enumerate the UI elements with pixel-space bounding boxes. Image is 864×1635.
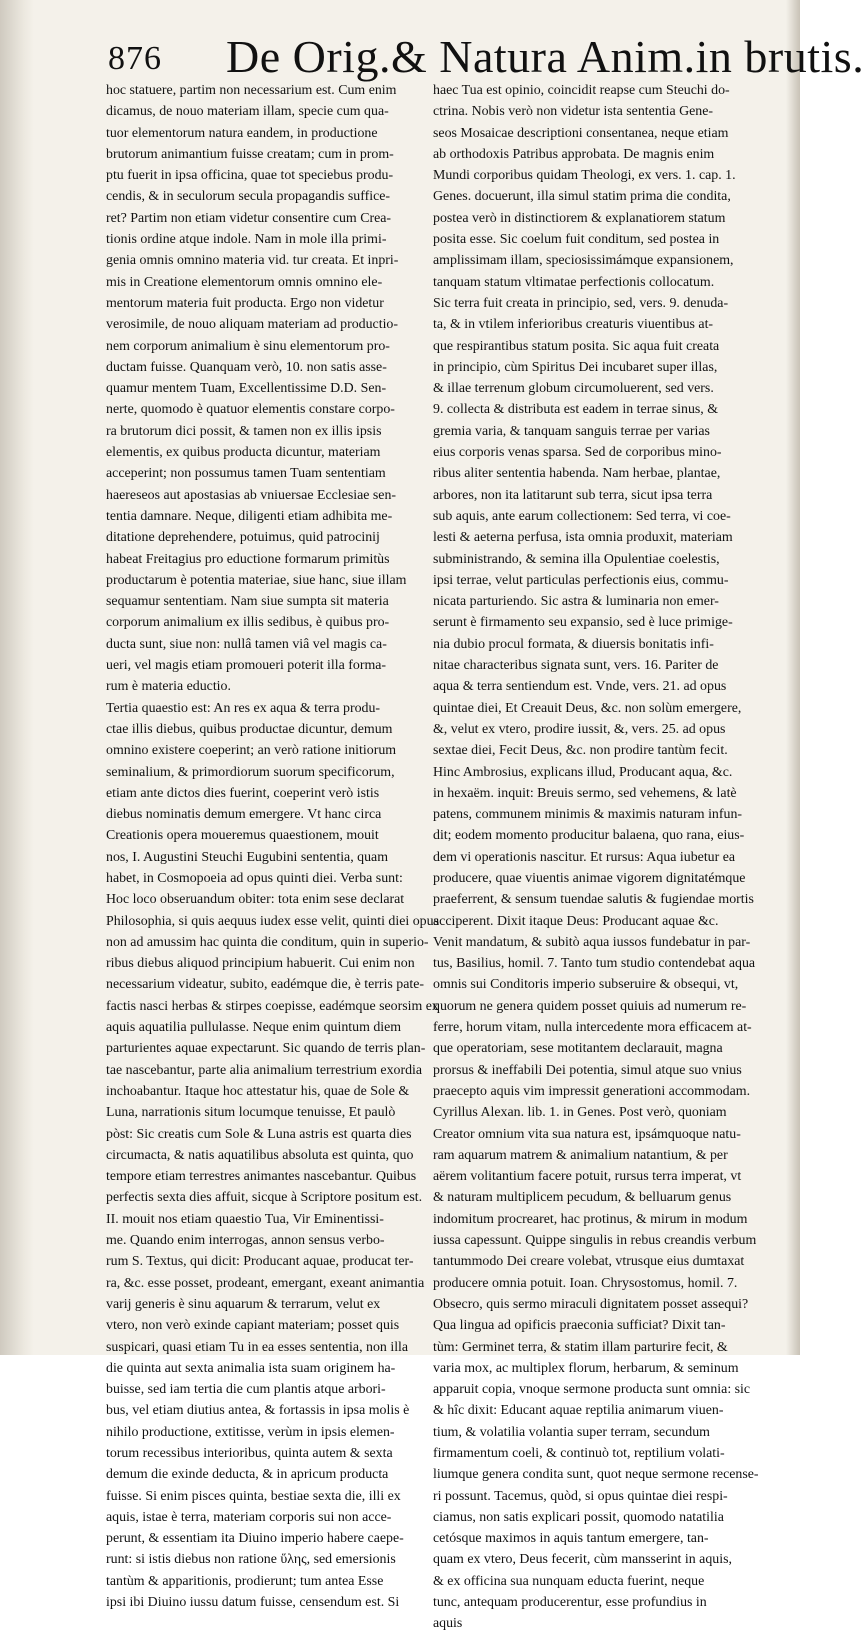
- text-line: omnino existere coeperint; an verò ratione initiorum: [106, 743, 397, 759]
- text-line: & ex officina sua nunquam educta fuerint, neque: [433, 1573, 705, 1589]
- text-line: non ad amussim hac quinta die conditum, quin in superio-: [106, 934, 429, 950]
- text-line: verosimile, de nouo aliquam materiam ad productio-: [106, 317, 399, 333]
- text-line: me. Quando enim interrogas, annon sensus verbo-: [106, 1233, 385, 1249]
- text-line: in hexaëm. inquit: Breuis sermo, sed vehemens, & latè: [433, 785, 737, 801]
- running-title: De Orig.& Natura Anim.in brutis.: [226, 31, 864, 82]
- right-text-column: [433, 80, 759, 1632]
- text-line: nihilo productione, extitisse, verùm in ipsis elemen-: [106, 1424, 395, 1440]
- text-line: diebus nominatis demum emergere. Vt hanc circa: [106, 807, 382, 823]
- text-line: dem vi operationis nascitur. Et rursus: Aqua iubetur ea: [433, 849, 736, 865]
- text-line: ram aquarum matrem & animalium natantium, & per: [433, 1147, 728, 1163]
- text-line: suspicari, quasi etiam Tu in ea esses sententia, non illa: [106, 1339, 409, 1355]
- text-line: elementis, ex quibus producta dicuntur, materiam: [106, 445, 381, 461]
- text-line: demum die exinde deducta, & in apricum producta: [106, 1467, 389, 1483]
- text-line: nerte, quomodo è quatuor elementis constare corpo-: [106, 402, 395, 418]
- text-line: nos, I. Augustini Steuchi Eugubini sententia, quam: [106, 849, 389, 865]
- text-line: perfectis sexta dies affuit, sicque à Scriptore positum est.: [106, 1190, 423, 1206]
- text-line: ri possunt. Tacemus, quòd, si opus quintae diei respi-: [433, 1488, 728, 1504]
- text-line: tium, & volatilia volantia super terram, secundum: [433, 1424, 710, 1440]
- text-line: ductam fuisse. Quanquam verò, 10. non satis asse-: [106, 359, 387, 375]
- text-line: haec Tua est opinio, coincidit reapse cum Steuchi do-: [433, 83, 730, 98]
- text-line: ribus aliter sententia habenda. Nam herbae, plantae,: [433, 466, 721, 482]
- text-line: Hoc loco obseruandum obiter: tota enim sese declarat: [106, 892, 405, 908]
- text-line: sub aquis, ante earum collectionem: Sed terra, vi coe-: [433, 508, 731, 524]
- text-line: productarum è potentia materiae, siue hanc, siue illam: [106, 572, 407, 588]
- text-line: producere, quae viuentis animae vigorem dignitatémque: [433, 870, 746, 886]
- text-line: quam ex vtero, Deus fecerit, cùm mansserint in aquis,: [433, 1552, 732, 1568]
- text-line: tùm: Germinet terra, & statim illam parturire fecit, &: [433, 1339, 728, 1355]
- text-line: tuor elementorum natura eandem, in productione: [106, 125, 378, 141]
- text-line: die quinta aut sexta animalia ista suam originem ha-: [106, 1360, 396, 1376]
- text-line: pòst: Sic creatis cum Sole & Luna astris est quarta dies: [106, 1126, 412, 1142]
- text-line: 9. collecta & distributa est eadem in terrae sinus, &: [433, 402, 719, 418]
- text-line: eius corporis venas sparsa. Sed de corporibus mino-: [433, 445, 722, 461]
- text-line: cendis, & in seculorum secula propagandis suffice-: [106, 189, 391, 205]
- text-line: circumacta, & natis aquatilibus absoluta est quinta, quo: [106, 1147, 414, 1163]
- text-line: corporum animalium ex illis sedibus, è quibus pro-: [106, 615, 390, 631]
- text-line: torum recessibus interioribus, quinta autem & sexta: [106, 1446, 393, 1461]
- text-line: Luna, narrationis situm locumque tenuisse, Et paulò: [106, 1105, 396, 1121]
- text-line: necessarium videatur, subito, eadémque die, è terris pate-: [106, 977, 425, 993]
- text-line: acceperint; non possumus tamen Tuam sententiam: [106, 466, 386, 482]
- text-line: vtero, non verò exinde capiant materiam; posset quis: [106, 1318, 400, 1334]
- page-gutter-shadow: [0, 0, 34, 1355]
- text-line: tus, Basilius, homil. 7. Tanto tum studio contendebat aqua: [433, 956, 756, 972]
- page-header: [108, 28, 864, 88]
- text-line: postea verò in distinctiorem & explanatiorem statum: [433, 210, 726, 226]
- text-line: Mundi corporibus quidam Theologi, ex vers. 1. cap. 1.: [433, 168, 736, 184]
- text-line: ditatione deprehendere, potuimus, quid patrocinij: [106, 530, 380, 546]
- text-line: dit; eodem momento producitur balaena, quo rana, eius-: [433, 828, 745, 844]
- text-line: praeferrent, & sensum tuendae salutis & fugiendae mortis: [433, 892, 754, 908]
- text-line: ducta sunt, siue non: nullâ tamen viâ vel magis ca-: [106, 636, 387, 652]
- text-line: haereseos aut apostasias ab vniuersae Ecclesiae sen-: [106, 487, 397, 503]
- text-line: factis nasci herbas & stirpes coepisse, eadémque seorsim ex: [106, 998, 439, 1014]
- text-line: mis in Creatione elementorum omnis omnino ele-: [106, 274, 383, 290]
- text-line: aqua & terra sentiendum est. Vnde, vers. 21. ad opus: [433, 679, 727, 695]
- text-line: ciamus, non satis explicari possit, quomodo natatilia: [433, 1509, 724, 1525]
- text-line: buisse, sed iam tertia die cum plantis atque arbori-: [106, 1382, 386, 1398]
- text-line: Obsecro, quis sermo miraculi dignitatem posset assequi?: [433, 1296, 749, 1312]
- text-line: fuisse. Si enim pisces quinta, bestiae sexta die, illi ex: [106, 1488, 401, 1504]
- text-line: lesti & aeterna perfusa, ista omnia produxit, materiam: [433, 530, 733, 546]
- text-line: ribus diebus aliquod principium habuerit. Cui enim non: [106, 956, 415, 972]
- text-line: firmamentum coeli, & continuò tot, reptilium volati-: [433, 1446, 725, 1461]
- text-line: parturientes aquae expectarunt. Sic quando de terris plan-: [106, 1041, 426, 1057]
- text-line: cetósque maximos in aquis tantum emergere, tan-: [433, 1531, 709, 1547]
- left-text-column: [106, 80, 439, 1611]
- text-line: & naturam multiplicem pecudum, & belluarum genus: [433, 1190, 732, 1206]
- text-line: Tertia quaestio est: An res ex aqua & terra produ-: [106, 700, 381, 716]
- text-line: ra brutorum dici possit, & tamen non ex illis ipsis: [106, 423, 382, 439]
- text-line: tantummodo Dei creare volebat, vtrusque eius dumtaxat: [433, 1254, 745, 1270]
- text-line: brutorum animantium fuisse creatam; cum in prom-: [106, 146, 394, 162]
- text-line: tentia damnare. Neque, diligenti etiam adhibita me-: [106, 508, 393, 524]
- text-line: subministrando, & semina illa Opulentiae coelestis,: [433, 551, 720, 567]
- text-line: seos Mosaicae descriptioni consentanea, neque etiam: [433, 125, 729, 141]
- text-line: nicata parturiendo. Sic astra & luminaria non emer-: [433, 594, 719, 610]
- text-line: amplissimam illam, speciosissimámque expansionem,: [433, 253, 734, 269]
- text-line: apparuit copia, vnoque sermone producta sunt omnia: sic: [433, 1382, 751, 1398]
- text-line: hoc statuere, partim non necessarium est. Cum enim: [106, 83, 397, 98]
- text-line: aërem volitantium facere potuit, rursus terra imperat, vt: [433, 1169, 742, 1185]
- text-line: omnis sui Conditoris imperio subseruire & obsequi, vt,: [433, 977, 739, 993]
- text-line: aquis, istae è terra, materiam corporis sui non acce-: [106, 1509, 392, 1525]
- text-line: II. mouit nos etiam quaestio Tua, Vir Eminentissi-: [106, 1211, 384, 1227]
- text-line: tempore etiam terrestres animantes nascebantur. Quibus: [106, 1169, 417, 1185]
- page-edge-shadow: [786, 0, 800, 1355]
- text-line: ra, &c. esse posset, prodeant, emergant, exeant animantia: [106, 1275, 425, 1291]
- text-line: nitae characteribus signata sunt, vers. 16. Pariter de: [433, 658, 719, 674]
- text-line: serunt è firmamento seu expansio, sed è luce primige-: [433, 615, 733, 631]
- text-line: tae nascebantur, parte alia animalium terrestrium exordia: [106, 1062, 423, 1078]
- text-line: prorsus & ineffabili Dei potentia, simul atque suo vnius: [433, 1062, 742, 1078]
- text-line: Cyrillus Alexan. lib. 1. in Genes. Post verò, quoniam: [433, 1105, 727, 1121]
- text-line: indomitum procrearet, hac protinus, & mirum in modum: [433, 1211, 748, 1227]
- text-line: tantùm & apparitionis, prodierunt; tum antea Esse: [106, 1573, 384, 1589]
- text-line: genia omnis omnino materia vid. tur creata. Et inpri-: [106, 253, 399, 269]
- text-line: Genes. docuerunt, illa simul statim prima die condita,: [433, 189, 731, 205]
- text-line: quintae diei, Et Creauit Deus, &c. non solùm emergere,: [433, 700, 742, 716]
- text-line: praecepto aquis vim impressit generationi accommodam.: [433, 1083, 751, 1099]
- text-line: bus, vel etiam diutius antea, & fortassis in ipsa molis è: [106, 1403, 410, 1419]
- text-line: tionis ordine atque indole. Nam in mole illa primi-: [106, 232, 387, 248]
- text-line: dicamus, de nouo materiam illam, specie cum qua-: [106, 104, 389, 120]
- text-line: Philosophia, si quis aequus iudex esse velit, quinti diei opus: [106, 913, 439, 929]
- text-line: Hinc Ambrosius, explicans illud, Producant aqua, &c.: [433, 764, 733, 780]
- text-line: Creationis opera moueremus quaestionem, mouit: [106, 828, 379, 844]
- text-line: gremia varia, & tanquam sanguis terrae per varias: [433, 423, 710, 439]
- text-line: Venit mandatum, & subitò aqua iussos fundebatur in par-: [433, 934, 751, 950]
- text-line: ret? Partim non etiam videtur consentire cum Crea-: [106, 210, 392, 226]
- text-line: etiam ante dictos dies fuerint, coeperint verò istis: [106, 785, 380, 801]
- text-line: iussa capessunt. Quippe singulis in rebus creandis verbum: [433, 1233, 757, 1249]
- text-line: Sic terra fuit creata in principio, sed, vers. 9. denuda-: [433, 295, 729, 311]
- text-line: posita esse. Sic coelum fuit conditum, sed postea in: [433, 232, 720, 248]
- text-line: rum è materia eductio.: [106, 679, 231, 695]
- text-line: nem corporum animalium è sinu elementorum pro-: [106, 338, 390, 354]
- text-line: varij generis è sinu aquarum & terrarum, velut ex: [106, 1296, 381, 1312]
- text-line: producere omnia potuit. Ioan. Chrysostomus, homil. 7.: [433, 1275, 738, 1291]
- text-line: acciperent. Dixit itaque Deus: Producant aquae &c.: [433, 913, 719, 929]
- text-line: ab orthodoxis Patribus approbata. De magnis enim: [433, 146, 715, 162]
- text-line: Creator omnium vita sua natura est, ipsámquoque natu-: [433, 1126, 741, 1142]
- text-line: ipsi ibi Diuino iussu datum fuisse, censendum est. Si: [106, 1595, 400, 1611]
- text-line: arbores, non ita latitarunt sub terra, sicut ipsa terra: [433, 487, 713, 503]
- text-line: runt: si istis diebus non ratione ὕλης, sed emersionis: [106, 1552, 396, 1568]
- text-line: quorum ne genera quidem posset quiuis ad numerum re-: [433, 998, 747, 1014]
- text-line: ferre, horum vitam, nulla intercedente mora efficacem at-: [433, 1020, 752, 1036]
- text-line: ueri, vel magis etiam promoueri poterit illa forma-: [106, 658, 387, 674]
- text-line: habeat Freitagius pro eductione formarum primitùs: [106, 551, 390, 567]
- text-line: &, velut ex vtero, prodire iussit, &, vers. 25. ad opus: [433, 721, 726, 737]
- text-line: & illae terrenum globum circumoluerent, sed vers.: [433, 381, 714, 397]
- text-line: ipsi terrae, velut particulas perfectionis eius, commu-: [433, 572, 729, 588]
- text-line: tunc, antequam producerentur, esse profundius in: [433, 1595, 707, 1611]
- text-line: ta, & in vtilem inferioribus creaturis viuentibus at-: [433, 317, 714, 333]
- text-line: seminalium, & primordiorum suorum specificorum,: [106, 764, 395, 780]
- text-line: nia dubio procul formata, & diuersis bonitatis infi-: [433, 636, 714, 652]
- page-number: 876: [108, 40, 162, 77]
- text-line: in principio, cùm Spiritus Dei incubaret super illas,: [433, 359, 718, 375]
- text-line: que respirantibus statum posita. Sic aqua fuit creata: [433, 338, 720, 354]
- text-line: ptu fuerit in ipsa officina, quae tot speciebus produ-: [106, 168, 394, 184]
- text-line: liumque genera condita sunt, quot neque sermone recense-: [433, 1467, 759, 1483]
- text-line: patens, communem minimis & maximis naturam infun-: [433, 807, 743, 823]
- text-line: ctae illis diebus, quibus productae dicuntur, demum: [106, 721, 393, 737]
- text-line: perunt, & essentiam ita Diuino imperio habere caepe-: [106, 1531, 404, 1547]
- text-line: tanquam statum vltimatae perfectionis collocatum.: [433, 274, 715, 290]
- text-line: aquis: [433, 1616, 463, 1632]
- text-line: inchoabantur. Itaque hoc attestatur his, quae de Sole &: [106, 1083, 410, 1099]
- text-line: ctrina. Nobis verò non videtur ista sententia Gene-: [433, 104, 714, 120]
- text-line: quamur mentem Tuam, Excellentissime D.D. Sen-: [106, 381, 387, 397]
- text-line: mentorum materia fuit producta. Ergo non videtur: [106, 295, 384, 311]
- text-line: & hîc dixit: Educant aquae reptilia animarum viuen-: [433, 1403, 724, 1419]
- text-line: habet, in Cosmopoeia ad opus quinti diei. Verba sunt:: [106, 870, 403, 886]
- text-line: que operatoriam, sese motitantem declarauit, magna: [433, 1041, 723, 1057]
- text-line: varia mox, ac multiplex florum, herbarum, & seminum: [433, 1360, 739, 1376]
- text-line: rum S. Textus, qui dicit: Producant aquae, producat ter-: [106, 1254, 414, 1270]
- text-line: sequamur sententiam. Nam siue sumpta sit materia: [106, 594, 389, 610]
- text-line: sextae diei, Fecit Deus, &c. non prodire tantùm fecit.: [433, 743, 728, 759]
- text-line: Qua lingua ad opificis praeconia sufficiat? Dixit tan-: [433, 1318, 726, 1334]
- text-line: aquis aquatilia pullulasse. Neque enim quintum diem: [106, 1020, 402, 1036]
